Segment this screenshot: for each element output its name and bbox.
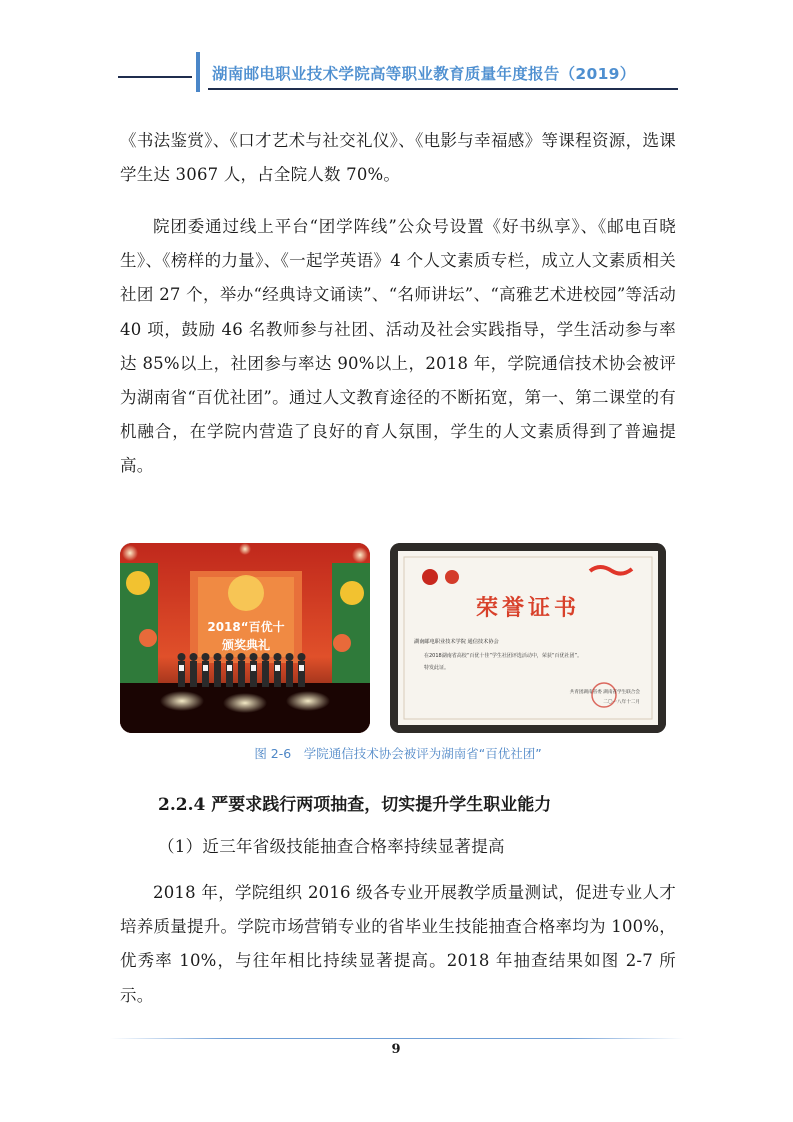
- honor-certificate-illustration: [390, 543, 666, 733]
- certificate-recipient: 湖南邮电职业技术学院 通信技术协会: [414, 639, 499, 645]
- paragraph-youth-league: 院团委通过线上平台“团学阵线”公众号设置《好书纵享》、《邮电百晓生》、《榜样的力量》、《一起学英语》4 个人文素质专栏，成立人文素质相关社团 27 个，举办“经典诗文诵读”、“名师讲坛”、“高雅艺术进校园”等活动 40 项，鼓励 46 名教师参与社团、活动及社会实践指导，学生活动参与率达 85%以上，社团参与率达 90%以上，2018 年，学院通信技术协会被评为湖南省“百优社团”。通过人文教育途径的不断拓宽，第一、第二课堂的有机融合，在学院内营造了良好的育人氛围，学生的人文素质得到了普遍提高。: [120, 217, 676, 476]
- subsection-heading: （1）近三年省级技能抽查合格率持续显著提高: [158, 837, 505, 856]
- header-rule-left: [118, 76, 192, 78]
- unicom-logo-icon: [445, 570, 459, 584]
- paragraph-skill-test: 2018 年，学院组织 2016 级各专业开展教学质量测试，促进专业人才培养质量提升。学院市场营销专业的省毕业生技能抽查合格率均为 100%，优秀率 10%，与往年相比持续显著提高。2018 年抽查结果如图 2-7 所示。: [120, 883, 676, 1005]
- banner-line-1: 2018“百优十: [207, 620, 285, 634]
- figure-caption: 图 2-6 学院通信技术协会被评为湖南省“百优社团”: [254, 746, 542, 761]
- report-title: 湖南邮电职业技术学院高等职业教育质量年度报告（2019）: [212, 65, 636, 83]
- honor-certificate-photo: [390, 543, 666, 733]
- certificate-body-line-2: 特发此证。: [424, 665, 450, 671]
- award-ceremony-photo: [120, 543, 370, 733]
- banner-line-2: 颁奖典礼: [221, 638, 271, 652]
- paragraph-course-resources: 《书法鉴赏》、《口才艺术与社交礼仪》、《电影与幸福感》等课程资源，选课学生达 3067 人，占全院人数 70%。: [120, 131, 676, 185]
- section-heading: 2.2.4 严要求践行两项抽查，切实提升学生职业能力: [158, 795, 552, 815]
- certificate-issuer: 共青团湖南省委 湖南省学生联合会: [569, 690, 640, 695]
- footer-rule: [110, 1038, 684, 1039]
- award-ceremony-illustration: [120, 543, 370, 733]
- certificate-body-line-1: 在2018湖南省高校“百优十佳”学生社团评选活动中，荣获“百优社团”。: [424, 653, 583, 659]
- header-accent-bar: [196, 52, 200, 92]
- certificate-date: 二〇一八年十二月: [603, 700, 640, 705]
- page-number: 9: [391, 1042, 401, 1057]
- header-rule-right: [208, 88, 678, 90]
- certificate-title: 荣誉证书: [475, 596, 581, 621]
- league-emblem-icon: [422, 569, 438, 585]
